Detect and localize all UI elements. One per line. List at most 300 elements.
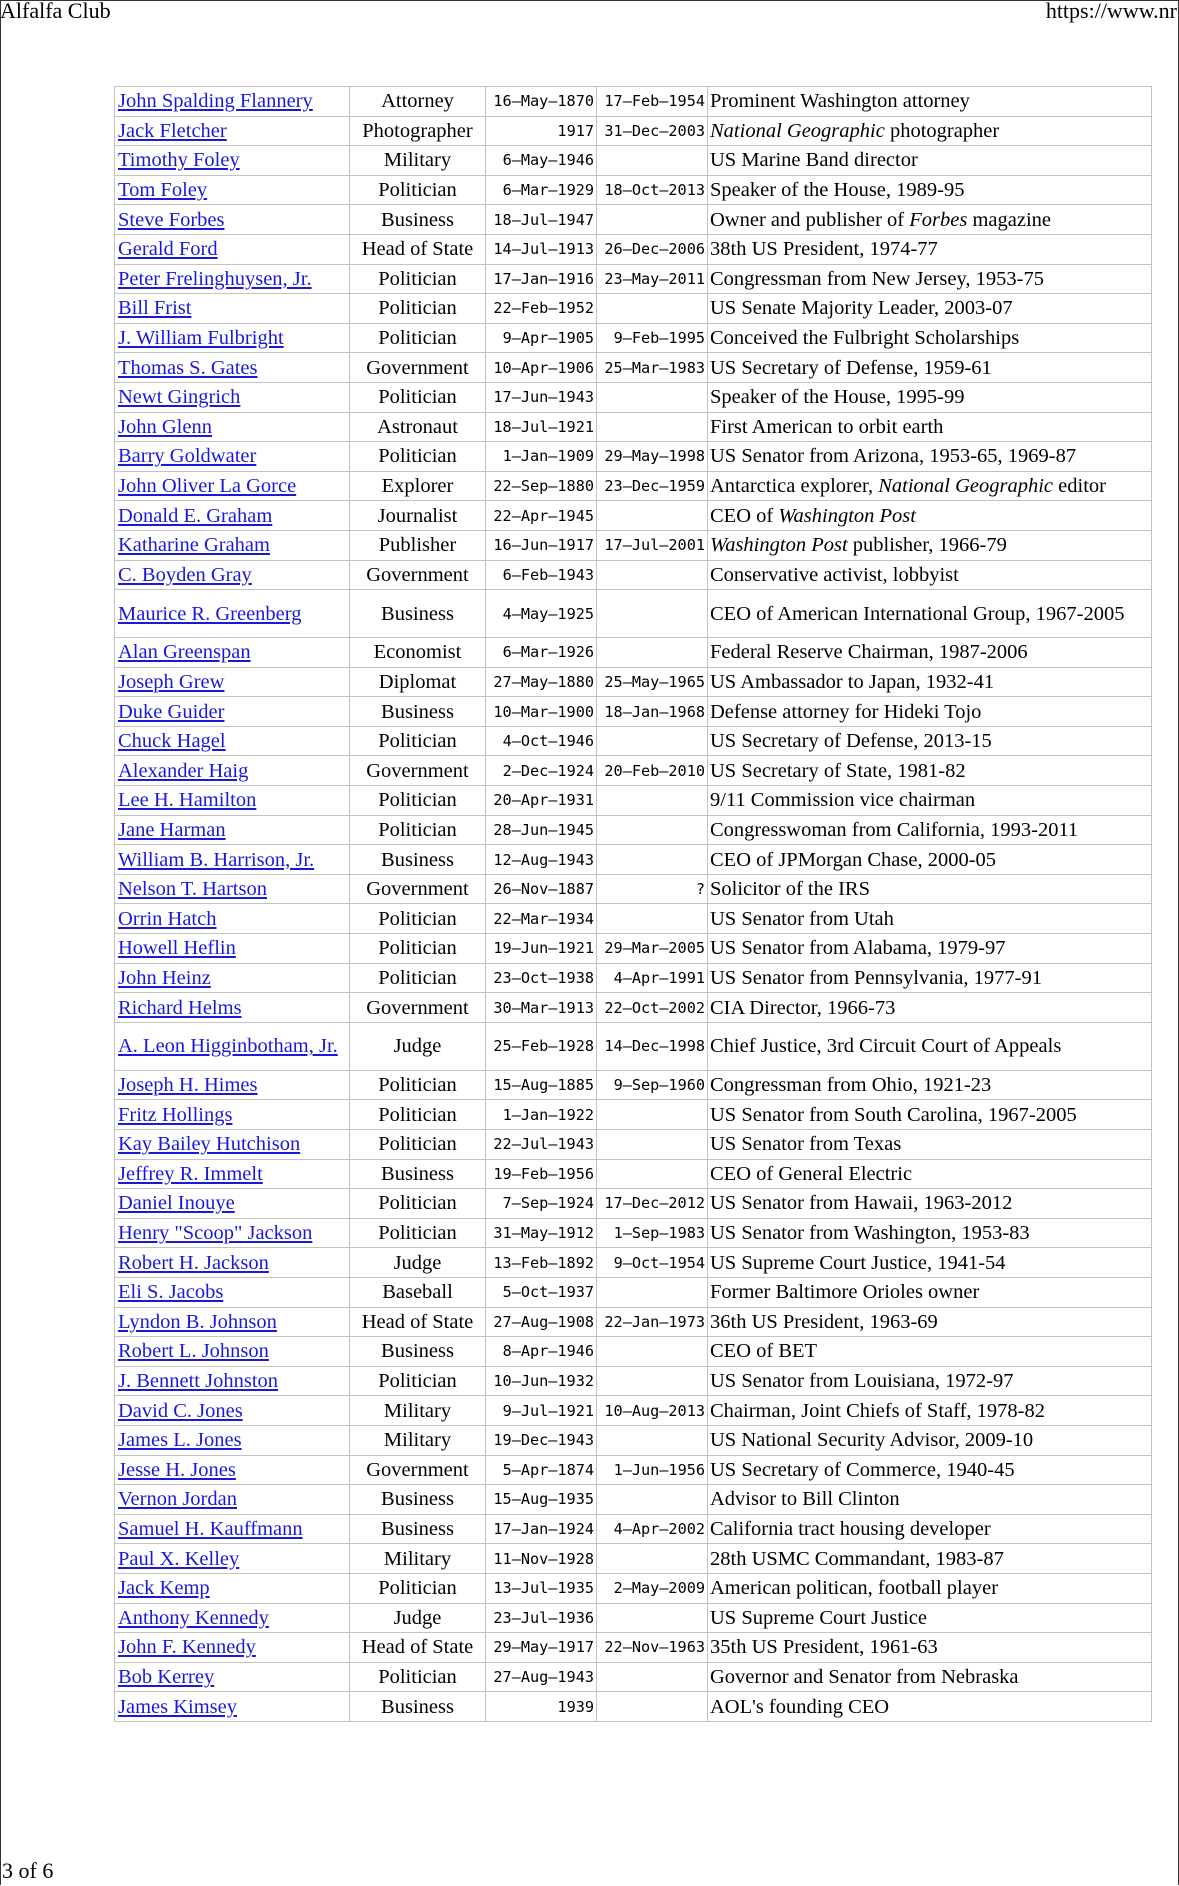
description-cell — [708, 116, 1152, 146]
description-text: US Senate Majority Leader, 2003-07 — [710, 297, 1013, 320]
member-name-cell — [115, 1603, 350, 1633]
occupation-cell: Business — [350, 1514, 486, 1544]
table-row — [115, 501, 1152, 531]
occupation-cell: Politician — [350, 294, 486, 324]
description-text: Prominent Washington attorney — [710, 90, 970, 113]
description-text: publisher, 1966-79 — [847, 534, 1007, 557]
death-date-cell: 18–Jan–1968 — [597, 697, 708, 727]
table-row — [115, 1159, 1152, 1189]
member-name-link[interactable]: William B. Harrison, Jr. — [118, 848, 315, 871]
death-date-cell: 17–Dec–2012 — [597, 1189, 708, 1219]
description-text: US National Security Advisor, 2009-10 — [710, 1429, 1034, 1452]
description-text: 35th US President, 1961-63 — [710, 1636, 938, 1659]
member-name-link[interactable]: Tom Foley — [118, 179, 208, 202]
description-cell — [708, 1514, 1152, 1544]
table-row — [115, 471, 1152, 501]
member-name-cell — [115, 1692, 350, 1722]
description-text: AOL's founding CEO — [710, 1695, 890, 1718]
birth-date-cell: 7–Sep–1924 — [486, 1189, 597, 1219]
description-text: photographer — [884, 119, 1000, 142]
description-text: Conservative activist, lobbyist — [710, 563, 959, 586]
member-name-link[interactable]: Katharine Graham — [118, 534, 270, 557]
member-name-cell — [115, 1425, 350, 1455]
description-cell — [708, 1307, 1152, 1337]
death-date-cell: 31–Dec–2003 — [597, 116, 708, 146]
birth-date-cell: 25–Feb–1928 — [486, 1022, 597, 1070]
description-text: CEO of — [710, 504, 779, 527]
description-text: US Secretary of State, 1981-82 — [710, 759, 966, 782]
occupation-cell: Politician — [350, 1218, 486, 1248]
description-cell — [708, 667, 1152, 697]
occupation-cell: Photographer — [350, 116, 486, 146]
description-italic-text: National Geographic — [710, 119, 885, 142]
member-name-cell — [115, 146, 350, 176]
table-row — [115, 1573, 1152, 1603]
table-row — [115, 1218, 1152, 1248]
description-cell — [708, 412, 1152, 442]
death-date-cell: 17–Feb–1954 — [597, 87, 708, 117]
death-date-cell — [597, 294, 708, 324]
description-cell — [708, 963, 1152, 993]
description-text: US Senator from Pennsylvania, 1977-91 — [710, 966, 1042, 989]
member-name-cell — [115, 87, 350, 117]
occupation-cell: Politician — [350, 1100, 486, 1130]
table-row — [115, 1455, 1152, 1485]
member-name-link[interactable]: Jack Kemp — [118, 1577, 210, 1600]
member-name-cell — [115, 1189, 350, 1219]
description-cell — [708, 323, 1152, 353]
member-name-cell — [115, 1277, 350, 1307]
member-name-link[interactable]: David C. Jones — [118, 1399, 243, 1422]
member-name-link[interactable]: Robert L. Johnson — [118, 1340, 269, 1363]
member-name-link[interactable]: Gerald Ford — [118, 238, 218, 261]
member-name-link[interactable]: Bill Frist — [118, 297, 192, 320]
description-text: First American to orbit earth — [710, 415, 944, 438]
death-date-cell — [597, 1425, 708, 1455]
description-cell — [708, 1189, 1152, 1219]
table-row — [115, 382, 1152, 412]
member-name-link[interactable]: Kay Bailey Hutchison — [118, 1133, 301, 1156]
birth-date-cell: 28–Jun–1945 — [486, 815, 597, 845]
member-name-link[interactable]: James Kimsey — [118, 1695, 237, 1718]
description-cell — [708, 382, 1152, 412]
description-text: US Secretary of Commerce, 1940-45 — [710, 1458, 1015, 1481]
member-name-link[interactable]: Joseph Grew — [118, 670, 225, 693]
description-text: editor — [1053, 475, 1106, 498]
description-cell — [708, 471, 1152, 501]
description-cell — [708, 815, 1152, 845]
member-name-cell — [115, 904, 350, 934]
description-italic-text: Forbes — [909, 208, 968, 231]
member-name-link[interactable]: John Heinz — [118, 966, 211, 989]
description-text: Chairman, Joint Chiefs of Staff, 1978-82 — [710, 1399, 1045, 1422]
member-name-link[interactable]: Alan Greenspan — [118, 641, 251, 664]
description-cell — [708, 442, 1152, 472]
occupation-cell: Business — [350, 590, 486, 638]
table-row — [115, 1514, 1152, 1544]
birth-date-cell: 12–Aug–1943 — [486, 845, 597, 875]
description-text: Owner and publisher of — [710, 208, 910, 231]
member-name-cell — [115, 234, 350, 264]
birth-date-cell: 23–Jul–1936 — [486, 1603, 597, 1633]
member-name-link[interactable]: Henry "Scoop" Jackson — [118, 1222, 313, 1245]
members-table-body — [115, 87, 1152, 1722]
death-date-cell — [597, 1366, 708, 1396]
death-date-cell — [597, 815, 708, 845]
description-text: American politican, football player — [710, 1577, 999, 1600]
occupation-cell: Head of State — [350, 1307, 486, 1337]
birth-date-cell: 19–Feb–1956 — [486, 1159, 597, 1189]
death-date-cell: 4–Apr–1991 — [597, 963, 708, 993]
member-name-link[interactable]: Steve Forbes — [118, 208, 225, 231]
occupation-cell: Military — [350, 1425, 486, 1455]
occupation-cell: Government — [350, 993, 486, 1023]
member-name-cell — [115, 294, 350, 324]
member-name-link[interactable]: Bob Kerrey — [118, 1665, 215, 1688]
member-name-cell — [115, 934, 350, 964]
occupation-cell: Journalist — [350, 501, 486, 531]
description-italic-text: Washington Post — [710, 534, 848, 557]
table-row — [115, 1692, 1152, 1722]
description-cell — [708, 87, 1152, 117]
member-name-link[interactable]: Joseph H. Himes — [118, 1074, 258, 1097]
description-text: Antarctica explorer, — [710, 475, 879, 498]
description-cell — [708, 1692, 1152, 1722]
description-cell — [708, 1603, 1152, 1633]
member-name-cell — [115, 874, 350, 904]
death-date-cell — [597, 1692, 708, 1722]
table-row — [115, 934, 1152, 964]
member-name-link[interactable]: Daniel Inouye — [118, 1192, 235, 1215]
member-name-cell — [115, 667, 350, 697]
table-row — [115, 175, 1152, 205]
description-cell — [708, 1070, 1152, 1100]
member-name-link[interactable]: Lyndon B. Johnson — [118, 1310, 277, 1333]
member-name-cell — [115, 323, 350, 353]
description-cell — [708, 1633, 1152, 1663]
description-cell — [708, 638, 1152, 668]
birth-date-cell: 23–Oct–1938 — [486, 963, 597, 993]
member-name-link[interactable]: John Oliver La Gorce — [118, 475, 297, 498]
occupation-cell: Economist — [350, 638, 486, 668]
member-name-cell — [115, 590, 350, 638]
member-name-link[interactable]: Peter Frelinghuysen, Jr. — [118, 267, 312, 290]
member-name-link[interactable]: Thomas S. Gates — [118, 356, 258, 379]
birth-date-cell: 1939 — [486, 1692, 597, 1722]
description-text: US Secretary of Defense, 1959-61 — [710, 356, 992, 379]
description-text: 9/11 Commission vice chairman — [710, 789, 976, 812]
death-date-cell: 2–May–2009 — [597, 1573, 708, 1603]
occupation-cell: Government — [350, 1455, 486, 1485]
description-cell — [708, 1425, 1152, 1455]
description-cell — [708, 590, 1152, 638]
occupation-cell: Politician — [350, 382, 486, 412]
table-row — [115, 1396, 1152, 1426]
description-text: 38th US President, 1974-77 — [710, 238, 938, 261]
death-date-cell — [597, 1100, 708, 1130]
member-name-link[interactable]: Donald E. Graham — [118, 504, 273, 527]
occupation-cell: Military — [350, 146, 486, 176]
description-italic-text: National Geographic — [878, 475, 1054, 498]
description-cell — [708, 786, 1152, 816]
member-name-link[interactable]: Lee H. Hamilton — [118, 789, 257, 812]
member-name-link[interactable]: Robert H. Jackson — [118, 1251, 269, 1274]
description-text: US Marine Band director — [710, 149, 918, 172]
member-name-link[interactable]: Chuck Hagel — [118, 730, 226, 753]
member-name-cell — [115, 353, 350, 383]
member-name-link[interactable]: Barry Goldwater — [118, 445, 257, 468]
page-header-url: https://www.nr — [1045, 0, 1177, 23]
member-name-link[interactable]: Jeffrey R. Immelt — [118, 1162, 263, 1185]
birth-date-cell: 13–Feb–1892 — [486, 1248, 597, 1278]
member-name-cell — [115, 756, 350, 786]
description-cell — [708, 934, 1152, 964]
birth-date-cell: 17–Jun–1943 — [486, 382, 597, 412]
death-date-cell — [597, 412, 708, 442]
member-name-cell — [115, 175, 350, 205]
description-text: Defense attorney for Hideki Tojo — [710, 700, 982, 723]
occupation-cell: Business — [350, 845, 486, 875]
death-date-cell: 9–Feb–1995 — [597, 323, 708, 353]
birth-date-cell: 16–Jun–1917 — [486, 530, 597, 560]
description-cell — [708, 1277, 1152, 1307]
member-name-cell — [115, 1544, 350, 1574]
description-text: 36th US President, 1963-69 — [710, 1310, 938, 1333]
death-date-cell: 22–Nov–1963 — [597, 1633, 708, 1663]
table-row — [115, 845, 1152, 875]
member-name-link[interactable]: James L. Jones — [118, 1429, 242, 1452]
occupation-cell: Government — [350, 756, 486, 786]
death-date-cell: 29–May–1998 — [597, 442, 708, 472]
member-name-link[interactable]: Maurice R. Greenberg — [118, 602, 302, 625]
death-date-cell: 20–Feb–2010 — [597, 756, 708, 786]
birth-date-cell: 22–Sep–1880 — [486, 471, 597, 501]
member-name-cell — [115, 1396, 350, 1426]
birth-date-cell: 16–May–1870 — [486, 87, 597, 117]
member-name-link[interactable]: Eli S. Jacobs — [118, 1281, 224, 1304]
occupation-cell: Judge — [350, 1022, 486, 1070]
birth-date-cell: 8–Apr–1946 — [486, 1337, 597, 1367]
description-text: US Senator from Utah — [710, 907, 894, 930]
description-text: Speaker of the House, 1995-99 — [710, 386, 965, 409]
description-text: CEO of JPMorgan Chase, 2000-05 — [710, 848, 997, 871]
death-date-cell: 26–Dec–2006 — [597, 234, 708, 264]
death-date-cell: 1–Sep–1983 — [597, 1218, 708, 1248]
occupation-cell: Politician — [350, 1366, 486, 1396]
member-name-link[interactable]: Vernon Jordan — [118, 1488, 237, 1511]
birth-date-cell: 1–Jan–1909 — [486, 442, 597, 472]
member-name-link[interactable]: Richard Helms — [118, 996, 242, 1019]
occupation-cell: Business — [350, 697, 486, 727]
occupation-cell: Baseball — [350, 1277, 486, 1307]
member-name-cell — [115, 1159, 350, 1189]
occupation-cell: Business — [350, 1485, 486, 1515]
death-date-cell — [597, 904, 708, 934]
table-row — [115, 1070, 1152, 1100]
member-name-link[interactable]: Jack Fletcher — [118, 119, 227, 142]
member-name-cell — [115, 638, 350, 668]
description-text: US Senator from Texas — [710, 1133, 902, 1156]
birth-date-cell: 26–Nov–1887 — [486, 874, 597, 904]
member-name-cell — [115, 501, 350, 531]
member-name-cell — [115, 786, 350, 816]
table-row — [115, 963, 1152, 993]
member-name-link[interactable]: Alexander Haig — [118, 759, 249, 782]
occupation-cell: Politician — [350, 264, 486, 294]
table-row — [115, 1485, 1152, 1515]
table-row — [115, 1130, 1152, 1160]
table-row — [115, 353, 1152, 383]
member-name-link[interactable]: C. Boyden Gray — [118, 563, 252, 586]
description-text: Congressman from Ohio, 1921-23 — [710, 1074, 992, 1097]
description-cell — [708, 560, 1152, 590]
death-date-cell: 23–May–2011 — [597, 264, 708, 294]
description-cell — [708, 756, 1152, 786]
member-name-cell — [115, 530, 350, 560]
member-name-link[interactable]: Duke Guider — [118, 700, 225, 723]
description-text: US Senator from South Carolina, 1967-2005 — [710, 1103, 1077, 1126]
description-cell — [708, 1485, 1152, 1515]
member-name-link[interactable]: Anthony Kennedy — [118, 1606, 269, 1629]
table-row — [115, 146, 1152, 176]
member-name-cell — [115, 1455, 350, 1485]
description-cell — [708, 697, 1152, 727]
birth-date-cell: 27–May–1880 — [486, 667, 597, 697]
table-row — [115, 1189, 1152, 1219]
death-date-cell: ? — [597, 874, 708, 904]
member-name-cell — [115, 1100, 350, 1130]
occupation-cell: Government — [350, 353, 486, 383]
death-date-cell: 9–Sep–1960 — [597, 1070, 708, 1100]
description-text: US Senator from Alabama, 1979-97 — [710, 937, 1006, 960]
occupation-cell: Politician — [350, 1573, 486, 1603]
description-text: CEO of American International Group, 1967-2005 — [710, 602, 1125, 625]
description-cell — [708, 146, 1152, 176]
description-text: US Supreme Court Justice — [710, 1606, 927, 1629]
occupation-cell: Diplomat — [350, 667, 486, 697]
member-name-link[interactable]: Howell Heflin — [118, 937, 236, 960]
birth-date-cell: 18–Jul–1947 — [486, 205, 597, 235]
members-table — [114, 86, 1152, 1722]
birth-date-cell: 10–Mar–1900 — [486, 697, 597, 727]
member-name-cell — [115, 264, 350, 294]
member-name-cell — [115, 116, 350, 146]
member-name-link[interactable]: Samuel H. Kauffmann — [118, 1518, 303, 1541]
member-name-cell — [115, 1022, 350, 1070]
birth-date-cell: 6–May–1946 — [486, 146, 597, 176]
description-cell — [708, 1100, 1152, 1130]
member-name-link[interactable]: Jane Harman — [118, 818, 226, 841]
description-cell — [708, 1022, 1152, 1070]
death-date-cell — [597, 1544, 708, 1574]
birth-date-cell: 2–Dec–1924 — [486, 756, 597, 786]
table-row — [115, 1248, 1152, 1278]
birth-date-cell: 9–Jul–1921 — [486, 1396, 597, 1426]
death-date-cell: 22–Oct–2002 — [597, 993, 708, 1023]
description-cell — [708, 904, 1152, 934]
description-cell — [708, 1248, 1152, 1278]
table-row — [115, 1662, 1152, 1692]
occupation-cell: Politician — [350, 963, 486, 993]
member-name-cell — [115, 1070, 350, 1100]
table-row — [115, 294, 1152, 324]
occupation-cell: Politician — [350, 323, 486, 353]
table-row — [115, 412, 1152, 442]
death-date-cell — [597, 146, 708, 176]
member-name-link[interactable]: Newt Gingrich — [118, 386, 241, 409]
member-name-cell — [115, 1514, 350, 1544]
table-row — [115, 697, 1152, 727]
member-name-link[interactable]: John Spalding Flannery — [118, 90, 313, 113]
death-date-cell — [597, 205, 708, 235]
description-text: US Secretary of Defense, 2013-15 — [710, 730, 992, 753]
death-date-cell — [597, 726, 708, 756]
member-name-cell — [115, 560, 350, 590]
table-row — [115, 993, 1152, 1023]
member-name-link[interactable]: John F. Kennedy — [118, 1636, 256, 1659]
member-name-link[interactable]: Fritz Hollings — [118, 1103, 233, 1126]
member-name-link[interactable]: Timothy Foley — [118, 149, 240, 172]
member-name-cell — [115, 993, 350, 1023]
birth-date-cell: 6–Mar–1929 — [486, 175, 597, 205]
description-text: US Senator from Washington, 1953-83 — [710, 1222, 1030, 1245]
death-date-cell — [597, 560, 708, 590]
birth-date-cell: 31–May–1912 — [486, 1218, 597, 1248]
birth-date-cell: 15–Aug–1885 — [486, 1070, 597, 1100]
table-row — [115, 638, 1152, 668]
description-text: US Ambassador to Japan, 1932-41 — [710, 670, 995, 693]
member-name-cell — [115, 1218, 350, 1248]
member-name-link[interactable]: A. Leon Higginbotham, Jr. — [118, 1035, 338, 1058]
description-text: US Supreme Court Justice, 1941-54 — [710, 1251, 1006, 1274]
occupation-cell: Government — [350, 560, 486, 590]
occupation-cell: Astronaut — [350, 412, 486, 442]
birth-date-cell: 5–Apr–1874 — [486, 1455, 597, 1485]
birth-date-cell: 5–Oct–1937 — [486, 1277, 597, 1307]
description-cell — [708, 1573, 1152, 1603]
member-name-cell — [115, 815, 350, 845]
birth-date-cell: 22–Jul–1943 — [486, 1130, 597, 1160]
member-name-link[interactable]: John Glenn — [118, 415, 212, 438]
description-cell — [708, 501, 1152, 531]
member-name-link[interactable]: J. William Fulbright — [118, 327, 284, 350]
member-name-cell — [115, 471, 350, 501]
death-date-cell: 18–Oct–2013 — [597, 175, 708, 205]
occupation-cell: Business — [350, 1692, 486, 1722]
member-name-link[interactable]: Nelson T. Hartson — [118, 878, 267, 901]
birth-date-cell: 27–Aug–1908 — [486, 1307, 597, 1337]
page-header-title: Alfalfa Club — [0, 0, 111, 23]
death-date-cell — [597, 638, 708, 668]
occupation-cell: Politician — [350, 726, 486, 756]
occupation-cell: Business — [350, 1337, 486, 1367]
table-row — [115, 1544, 1152, 1574]
death-date-cell — [597, 786, 708, 816]
description-text: 28th USMC Commandant, 1983-87 — [710, 1547, 1004, 1570]
member-name-link[interactable]: Paul X. Kelley — [118, 1547, 240, 1570]
description-cell — [708, 1544, 1152, 1574]
member-name-link[interactable]: Orrin Hatch — [118, 907, 217, 930]
member-name-cell — [115, 697, 350, 727]
birth-date-cell: 17–Jan–1924 — [486, 1514, 597, 1544]
birth-date-cell: 30–Mar–1913 — [486, 993, 597, 1023]
birth-date-cell: 19–Dec–1943 — [486, 1425, 597, 1455]
member-name-link[interactable]: J. Bennett Johnston — [118, 1370, 279, 1393]
member-name-link[interactable]: Jesse H. Jones — [118, 1458, 236, 1481]
description-text: Conceived the Fulbright Scholarships — [710, 327, 1020, 350]
description-text: CEO of BET — [710, 1340, 818, 1363]
occupation-cell: Head of State — [350, 1633, 486, 1663]
